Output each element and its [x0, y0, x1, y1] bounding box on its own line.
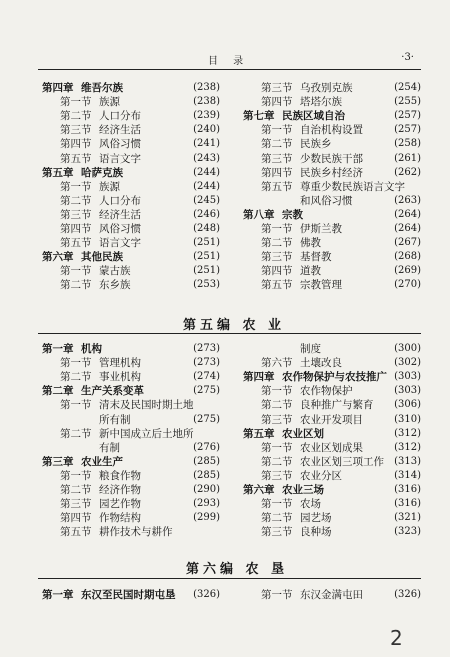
toc-chapter-entry: [243, 370, 421, 384]
toc-entry-label: 第三节: [261, 469, 293, 482]
toc-chapter-entry: [42, 166, 220, 180]
toc-entry-label: 第五节: [261, 279, 293, 292]
toc-entry-page: (251): [193, 237, 220, 249]
toc-entry-page: (302): [394, 357, 421, 369]
toc-entry-page: (244): [193, 166, 220, 178]
toc-entry-page: (310): [394, 413, 421, 425]
toc-entry-title: 有制: [99, 441, 120, 454]
toc-entry-page: (264): [394, 208, 421, 220]
toc-entry-page: (323): [394, 526, 421, 538]
toc-entry-page: (273): [193, 357, 220, 369]
toc-entry-title: 乌孜别克族: [300, 82, 353, 94]
toc-section-entry: [42, 208, 220, 222]
toc-entry-title: 粮食作物: [99, 469, 141, 482]
toc-section-entry: [243, 236, 421, 250]
toc-chapter-entry: [42, 250, 220, 264]
toc-entry-title: 耕作技术与耕作: [99, 526, 173, 539]
toc-entry-label: 第二节: [60, 279, 92, 292]
toc-entry-label: 第六节: [261, 357, 293, 370]
header-title: 目 录: [208, 56, 250, 67]
toc-entry-title: 生产关系变革: [81, 385, 144, 398]
toc-section-entry: [42, 370, 220, 384]
toc-section-entry: [42, 278, 220, 292]
toc-entry-page: (306): [394, 399, 421, 411]
toc-entry-title: 蒙古族: [99, 265, 131, 278]
toc-entry-label: 第六章: [42, 251, 74, 264]
toc-chapter-entry: [42, 81, 220, 95]
toc-section-entry: [243, 511, 421, 525]
part6-title: 第六编 农 垦: [186, 562, 289, 577]
toc-entry-page: (314): [394, 469, 421, 481]
toc-section-entry: [42, 398, 220, 412]
toc-section-entry: [243, 222, 421, 236]
toc-entry-title: 民族乡村经济: [300, 166, 363, 179]
toc-section-entry: [243, 413, 421, 427]
toc-entry-label: 第三节: [261, 413, 293, 426]
toc-entry-title: 农业生产: [81, 455, 123, 468]
toc-entry-title: 佛教: [300, 237, 321, 250]
toc-entry-page: (274): [193, 371, 220, 383]
toc-entry-title: 风俗习惯: [99, 223, 141, 235]
toc-entry-title: 农业区划三项工作: [300, 455, 384, 468]
toc-section-entry: [42, 137, 220, 151]
toc-entry-title: 所有制: [99, 413, 131, 426]
toc-section-entry: [243, 250, 421, 264]
toc-section-entry: [243, 525, 421, 539]
toc-entry-label: 第八章: [243, 208, 275, 221]
toc-entry-title: 民族乡: [300, 138, 332, 151]
toc-entry-title: 其他民族: [81, 251, 123, 264]
toc-entry-label: 第一节: [261, 385, 293, 398]
toc-entry-label: 第二节: [60, 427, 92, 440]
toc-entry-title: 宗教: [282, 208, 303, 221]
part6-rule: [38, 578, 421, 579]
toc-entry-page: (243): [193, 152, 220, 164]
toc-section-entry: [243, 264, 421, 278]
toc-chapter-entry: [243, 427, 421, 441]
toc-section-entry: [243, 398, 421, 412]
toc-entry-label: 第二节: [60, 194, 92, 207]
toc-entry-title: 自治机构设置: [300, 124, 363, 137]
handwritten-mark: 2: [390, 626, 403, 650]
toc-section-entry: [42, 525, 220, 539]
toc-section-entry: [42, 152, 220, 166]
toc-entry-title: 维吾尔族: [81, 82, 123, 94]
toc-entry-page: (316): [394, 498, 421, 510]
toc-entry-page: (239): [193, 110, 220, 122]
header-page-number: ·3·: [401, 52, 414, 63]
toc-entry-title: 农业分区: [300, 469, 342, 482]
toc-entry-title: 民族区域自治: [282, 110, 345, 123]
toc-section-entry: [243, 123, 421, 137]
toc-entry-page: (254): [394, 82, 421, 93]
toc-entry-page: (299): [193, 512, 220, 524]
toc-entry-page: (257): [394, 124, 421, 136]
toc-entry-label: 第一节: [60, 265, 92, 278]
toc-entry-label: 第三节: [60, 498, 92, 511]
toc-section-entry: [42, 356, 220, 370]
toc-chapter-entry: [243, 483, 421, 497]
toc-entry-title: 语言文字: [99, 152, 141, 165]
toc-entry-page: (240): [193, 124, 220, 136]
toc-entry-continuation: [42, 413, 220, 427]
toc-entry-title: 农作物保护与农技推广: [282, 371, 387, 384]
toc-entry-page: (261): [394, 152, 421, 164]
toc-entry-page: (293): [193, 498, 220, 510]
toc-entry-page: (257): [394, 110, 421, 122]
toc-entry-title: 人口分布: [99, 194, 141, 207]
toc-section-entry: [42, 222, 220, 236]
toc-entry-title: 人口分布: [99, 110, 141, 123]
toc-entry-continuation: [243, 342, 421, 356]
toc-entry-page: (255): [394, 96, 421, 108]
toc-entry-page: (244): [193, 180, 220, 192]
toc-entry-label: 第五节: [60, 526, 92, 539]
toc-entry-label: 第一节: [261, 498, 293, 511]
toc-entry-title: 少数民族干部: [300, 152, 363, 165]
toc-section-entry: [42, 109, 220, 123]
toc-section-entry: [243, 278, 421, 292]
toc-chapter-entry: [42, 384, 220, 398]
toc-entry-label: 第二节: [261, 237, 293, 250]
toc-entry-page: (268): [394, 251, 421, 263]
toc-entry-page: (285): [193, 455, 220, 467]
toc-section-entry: [243, 166, 421, 180]
part5-rule: [38, 333, 421, 334]
toc-entry-label: 第三节: [261, 251, 293, 264]
page-header: [38, 52, 418, 68]
toc-entry-title: 新中国成立后土地所: [99, 427, 194, 440]
toc-entry-label: 第四节: [261, 265, 293, 278]
toc-entry-label: 第四节: [60, 512, 92, 525]
toc-entry-page: (276): [193, 441, 220, 453]
toc-section-entry: [42, 264, 220, 278]
toc-entry-title: 风俗习惯: [99, 138, 141, 151]
toc-section-entry: [42, 180, 220, 194]
toc-entry-page: (312): [394, 441, 421, 453]
toc-entry-label: 第四节: [60, 223, 92, 235]
toc-entry-page: (303): [394, 385, 421, 397]
toc-entry-page: (326): [394, 589, 421, 600]
toc-entry-label: 第二节: [261, 399, 293, 412]
toc-chapter-entry: [42, 455, 220, 469]
toc-section-entry: [243, 137, 421, 151]
toc-section-entry: [243, 455, 421, 469]
toc-entry-continuation: [42, 441, 220, 455]
toc-entry-title: 塔塔尔族: [300, 96, 342, 109]
toc-entry-page: (251): [193, 265, 220, 277]
toc-entry-page: (251): [193, 251, 220, 263]
toc-entry-label: 第三节: [261, 526, 293, 539]
toc-entry-page: (275): [193, 413, 220, 425]
toc-entry-label: 第四章: [42, 82, 74, 94]
toc-entry-title: 园艺场: [300, 512, 332, 525]
toc-entry-label: 第二节: [60, 371, 92, 384]
toc-entry-page: (238): [193, 82, 220, 93]
toc-entry-title: 族源: [99, 96, 120, 109]
toc-entry-title: 语言文字: [99, 237, 141, 250]
toc-entry-label: 第四节: [261, 166, 293, 179]
toc-entry-label: 第一节: [60, 469, 92, 482]
toc-entry-page: (258): [394, 138, 421, 150]
toc-section-entry: [42, 469, 220, 483]
toc-entry-title: 制度: [300, 343, 321, 355]
toc-entry-page: (303): [394, 371, 421, 383]
toc-entry-page: (263): [394, 194, 421, 206]
toc-entry-page: (316): [394, 484, 421, 495]
toc-entry-page: (245): [193, 194, 220, 206]
toc-entry-page: (238): [193, 96, 220, 108]
toc-section-entry: [243, 152, 421, 166]
toc-section-entry: [42, 194, 220, 208]
toc-entry-page: (269): [394, 265, 421, 277]
toc-entry-page: (248): [193, 223, 220, 234]
toc-entry-title: 土壤改良: [300, 357, 342, 370]
toc-entry-title: 良种场: [300, 526, 332, 539]
toc-chapter-entry: [243, 208, 421, 222]
toc-entry-page: (262): [394, 166, 421, 178]
toc-entry-title: 东乡族: [99, 279, 131, 292]
toc-entry-title: 和风俗习惯: [300, 194, 353, 207]
toc-section-entry: [42, 123, 220, 137]
toc-entry-title: 农业区划成果: [300, 441, 363, 454]
toc-section-entry: [243, 441, 421, 455]
toc-entry-label: 第四节: [60, 138, 92, 151]
toc-entry-label: 第二节: [261, 455, 293, 468]
toc-entry-label: 第三节: [60, 208, 92, 221]
toc-section-entry: [243, 81, 421, 95]
part5-title: 第五编 农 业: [183, 318, 286, 333]
toc-entry-title: 农作物保护: [300, 385, 353, 398]
toc-entry-label: 第一节: [261, 223, 293, 235]
toc-entry-continuation: [243, 194, 421, 208]
toc-section-entry: [42, 95, 220, 109]
toc-entry-title: 哈萨克族: [81, 166, 123, 179]
toc-entry-label: 第二节: [60, 110, 92, 123]
toc-entry-title: 园艺作物: [99, 498, 141, 511]
toc-section-entry: [42, 483, 220, 497]
toc-section-entry: [243, 95, 421, 109]
toc-chapter-entry: [42, 588, 220, 602]
toc-entry-title: 经济生活: [99, 124, 141, 137]
toc-chapter-entry: [243, 109, 421, 123]
toc-entry-page: (275): [193, 385, 220, 397]
toc-entry-title: 良种推广与繁育: [300, 399, 374, 412]
toc-entry-label: 第一节: [60, 399, 92, 412]
toc-entry-title: 基督教: [300, 251, 332, 264]
toc-entry-page: (246): [193, 208, 220, 220]
toc-entry-page: (300): [394, 343, 421, 354]
toc-entry-label: 第一章: [42, 343, 74, 355]
toc-entry-page: (241): [193, 138, 220, 150]
toc-entry-label: 第五章: [42, 166, 74, 179]
toc-entry-label: 第五节: [261, 180, 293, 193]
toc-section-entry: [243, 469, 421, 483]
toc-entry-title: 道教: [300, 265, 321, 278]
toc-entry-label: 第六章: [243, 484, 275, 496]
toc-entry-title: 农场: [300, 498, 321, 511]
toc-entry-title: 农业三场: [282, 484, 324, 496]
toc-entry-page: (313): [394, 455, 421, 467]
toc-entry-label: 第五节: [60, 152, 92, 165]
toc-entry-label: 第一节: [60, 180, 92, 193]
toc-entry-label: 第一节: [261, 441, 293, 454]
toc-entry-title: 东汉至民国时期屯垦: [81, 589, 176, 601]
toc-entry-title: 东汉金满屯田: [300, 589, 363, 601]
toc-entry-label: 第三节: [261, 82, 293, 94]
toc-entry-label: 第二节: [261, 512, 293, 525]
toc-entry-page: (270): [394, 279, 421, 291]
toc-entry-title: 事业机构: [99, 371, 141, 384]
toc-entry-label: 第七章: [243, 110, 275, 123]
toc-entry-title: 机构: [81, 343, 102, 355]
toc-entry-page: (326): [193, 589, 220, 600]
toc-entry-page: (264): [394, 223, 421, 234]
toc-entry-title: 尊重少数民族语言文字: [300, 180, 405, 193]
toc-entry-label: 第二节: [261, 138, 293, 151]
toc-section-entry: [42, 427, 220, 441]
toc-entry-page: (273): [193, 343, 220, 354]
toc-entry-title: 伊斯兰教: [300, 223, 342, 235]
toc-section-entry: [243, 588, 421, 602]
toc-section-entry: [42, 497, 220, 511]
toc-entry-label: 第三章: [42, 455, 74, 468]
toc-entry-label: 第五节: [60, 237, 92, 250]
toc-entry-page: (321): [394, 512, 421, 524]
toc-entry-page: (253): [193, 279, 220, 291]
toc-entry-label: 第四节: [261, 96, 293, 109]
toc-entry-label: 第四章: [243, 371, 275, 384]
toc-entry-title: 经济作物: [99, 484, 141, 496]
toc-section-entry: [243, 384, 421, 398]
toc-entry-title: 农业区划: [282, 427, 324, 440]
toc-entry-label: 第一节: [261, 589, 293, 601]
toc-entry-label: 第二节: [60, 484, 92, 496]
toc-entry-title: 作物结构: [99, 512, 141, 525]
toc-entry-title: 管理机构: [99, 357, 141, 370]
toc-section-entry: [42, 236, 220, 250]
toc-entry-title: 清末及民国时期土地: [99, 399, 194, 412]
toc-section-entry: [243, 180, 421, 194]
toc-entry-title: 农业开发项目: [300, 413, 363, 426]
toc-entry-label: 第一节: [261, 124, 293, 137]
toc-entry-label: 第一节: [60, 357, 92, 370]
toc-section-entry: [42, 511, 220, 525]
toc-entry-title: 族源: [99, 180, 120, 193]
toc-entry-page: (290): [193, 484, 220, 495]
header-rule: [38, 69, 421, 70]
toc-entry-label: 第三节: [261, 152, 293, 165]
toc-entry-page: (312): [394, 427, 421, 439]
toc-chapter-entry: [42, 342, 220, 356]
toc-entry-page: (285): [193, 469, 220, 481]
toc-section-entry: [243, 356, 421, 370]
toc-entry-label: 第二章: [42, 385, 74, 398]
toc-entry-label: 第三节: [60, 124, 92, 137]
toc-entry-label: 第五章: [243, 427, 275, 440]
toc-entry-page: (267): [394, 237, 421, 249]
toc-section-entry: [243, 497, 421, 511]
toc-entry-title: 宗教管理: [300, 279, 342, 292]
toc-entry-label: 第一节: [60, 96, 92, 109]
toc-entry-title: 经济生活: [99, 208, 141, 221]
toc-entry-label: 第一章: [42, 589, 74, 601]
